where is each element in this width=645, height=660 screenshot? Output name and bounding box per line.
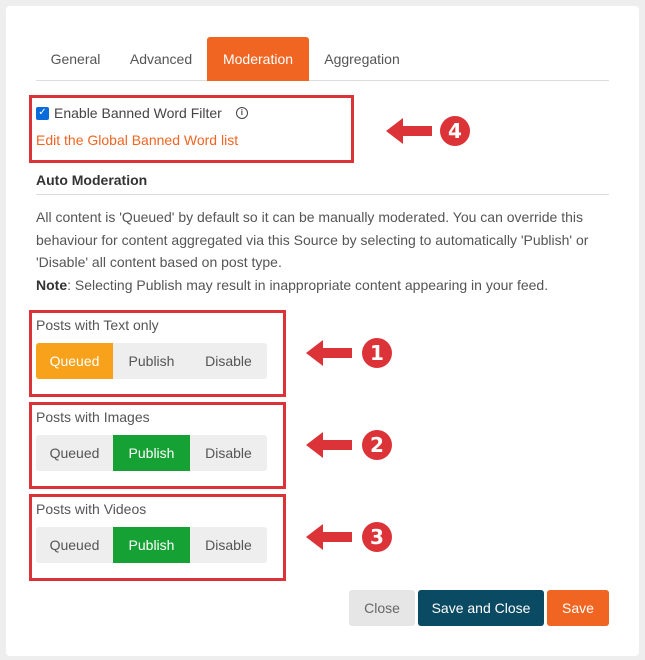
tab-aggregation[interactable]: Aggregation <box>324 51 400 67</box>
annotation-arrow-1 <box>306 340 352 366</box>
save-button[interactable]: Save <box>547 590 609 626</box>
videos-publish-button[interactable]: Publish <box>113 527 190 563</box>
save-and-close-button[interactable]: Save and Close <box>418 590 544 626</box>
auto-moderation-heading: Auto Moderation <box>36 172 148 188</box>
images-queued-button[interactable]: Queued <box>49 445 100 461</box>
banned-word-filter-row <box>36 104 248 122</box>
annotation-badge-4: 4 <box>440 116 470 146</box>
group-label-videos: Posts with Videos <box>36 501 147 517</box>
annotation-badge-3: 3 <box>362 522 392 552</box>
annotation-badge-1: 1 <box>362 338 392 368</box>
close-button[interactable]: Close <box>349 590 415 626</box>
tab-bar <box>36 36 609 81</box>
note-text: : Selecting Publish may result in inappropriate content appearing in your feed. <box>67 276 549 293</box>
images-publish-button[interactable]: Publish <box>113 435 190 471</box>
videos-disable-button[interactable]: Disable <box>205 537 252 553</box>
tab-advanced[interactable]: Advanced <box>129 51 193 67</box>
annotation-arrow-3 <box>306 524 352 550</box>
annotation-arrow-4 <box>386 118 432 144</box>
annotation-badge-2: 2 <box>362 430 392 460</box>
tab-moderation[interactable]: Moderation <box>207 37 309 81</box>
images-moderation-toggle <box>36 435 267 471</box>
text-only-disable-button[interactable]: Disable <box>205 353 252 369</box>
banned-word-filter-checkbox[interactable]: ✓ <box>36 107 49 120</box>
text-only-moderation-toggle <box>36 343 267 379</box>
group-label-images: Posts with Images <box>36 409 150 425</box>
images-disable-button[interactable]: Disable <box>205 445 252 461</box>
text-only-queued-button[interactable]: Queued <box>36 343 113 379</box>
text-only-publish-button[interactable]: Publish <box>128 353 175 369</box>
info-icon[interactable]: i <box>236 107 248 119</box>
description-text: All content is 'Queued' by default so it can be manually moderated. You can override this behaviour for content aggregated via this Source by selecting to automatically 'Publish' or 'Disable' all content based on post type. <box>36 209 589 270</box>
group-label-text-only: Posts with Text only <box>36 317 159 333</box>
auto-moderation-description <box>36 206 609 296</box>
banned-word-filter-label[interactable]: Enable Banned Word Filter <box>54 105 222 121</box>
annotation-arrow-2 <box>306 432 352 458</box>
divider <box>36 194 609 195</box>
videos-queued-button[interactable]: Queued <box>49 537 100 553</box>
edit-banned-word-list-link[interactable]: Edit the Global Banned Word list <box>36 132 239 148</box>
tab-general[interactable]: General <box>50 51 101 67</box>
videos-moderation-toggle <box>36 527 267 563</box>
note-label: Note <box>36 276 68 293</box>
